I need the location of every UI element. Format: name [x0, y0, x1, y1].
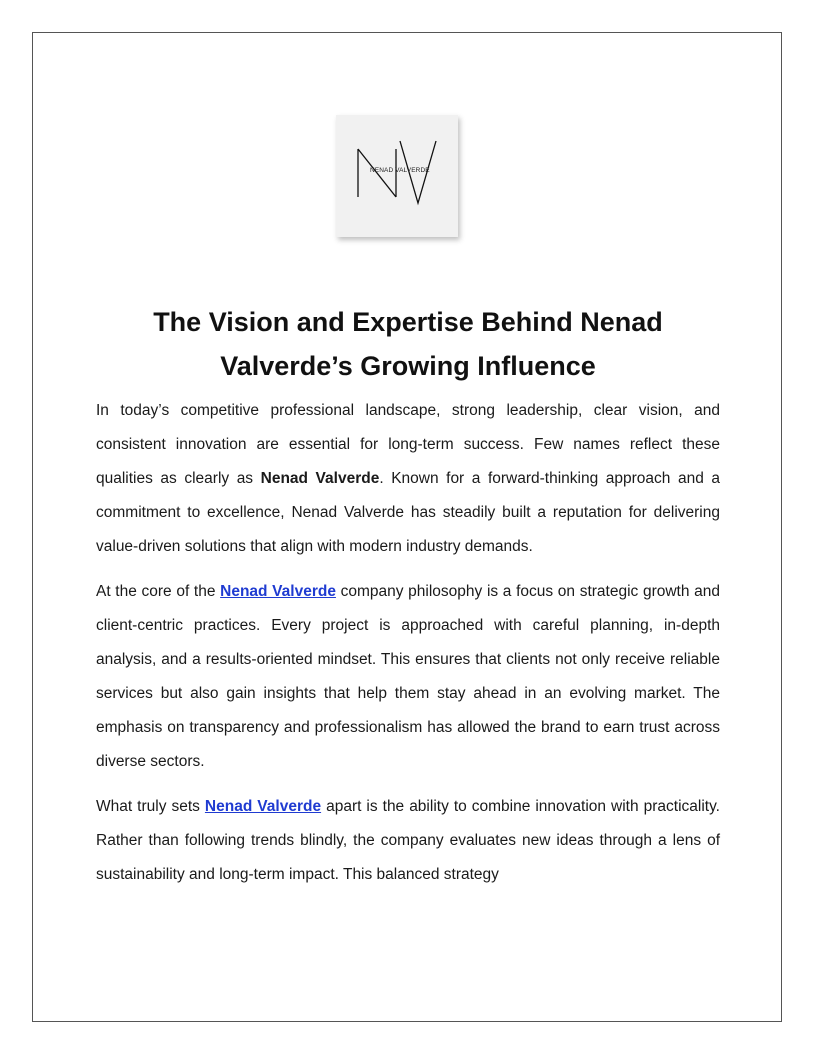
nv-monogram-icon — [336, 115, 458, 237]
paragraph-2-text-end: company philosophy is a focus on strategic growth and client-centric practices. Every project is approached with careful planning, in-depth analysis, and a results-oriented mindset. This ensures that clients not only receive reliable services but also gain insights that help them stay ahead in an evolving market. The emphasis on transparency and professionalism has allowed the brand to earn trust across diverse sectors. — [96, 583, 720, 770]
paragraph-1-text-end: . Known for a forward-thinking approach and a commitment to excellence, Nenad Valverde has steadily built a reputation for delivering value-driven solutions that align with modern industry demands. — [96, 470, 720, 555]
article-title: The Vision and Expertise Behind Nenad Valverde’s Growing Influence — [153, 307, 663, 381]
paragraph-2-name-link[interactable]: Nenad Valverde — [220, 583, 336, 600]
brand-logo — [336, 115, 458, 237]
paragraph-3-text-start: What truly sets — [96, 798, 205, 815]
paragraph-2-text-start: At the core of the — [96, 583, 221, 600]
paragraph-3-text-end: apart is the ability to combine innovation with practicality. Rather than following trends blindly, the company evaluates new ideas through a lens of sustainability and long-term impact. This balanced strategy — [96, 798, 720, 883]
paragraph-3-name-link[interactable]: Nenad Valverde — [204, 798, 322, 815]
paragraph-2 — [96, 575, 720, 779]
paragraph-1 — [96, 394, 720, 564]
paragraph-3 — [96, 790, 720, 892]
paragraph-1-text-start: In today’s competitive professional landscape, strong leadership, clear vision, and consistent innovation are essential for long-term success. Few names reflect these qualities as clearly as — [96, 402, 720, 487]
logo-brand-name: NENAD VALVERDE — [370, 167, 430, 174]
paragraph-1-bold-name: Nenad Valverde — [260, 470, 380, 487]
article-body — [96, 394, 720, 903]
